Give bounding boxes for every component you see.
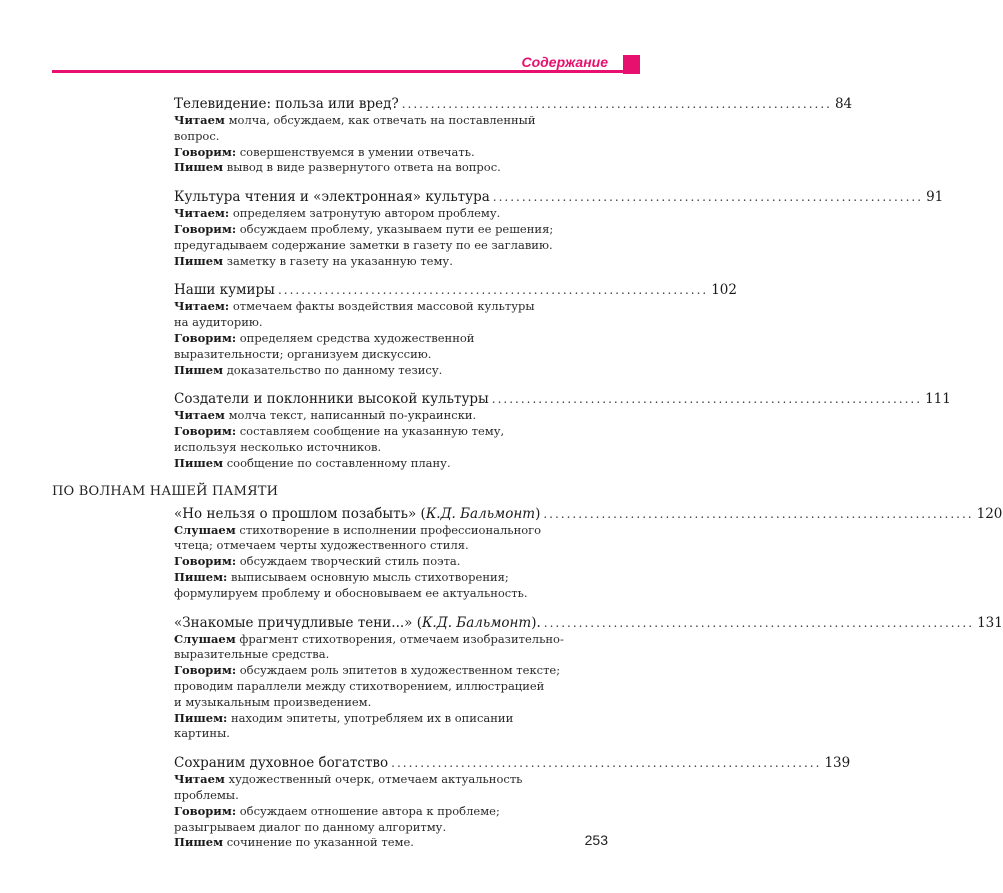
toc-entry-heading [174, 505, 1003, 523]
toc-line: Говорим: обсуждаем роль эпитетов в художественном тексте; [174, 663, 561, 678]
author-name: К.Д. Бальмонт [421, 614, 532, 631]
toc-line: Говорим: определяем средства художественной [174, 330, 475, 345]
dot-leader: .......................................................................... [543, 615, 975, 630]
page-number: 253 [584, 832, 608, 848]
toc-entry-page: 131 [977, 614, 1003, 631]
author-name: К.Д. Бальмонт [425, 505, 536, 522]
toc-line: проблемы. [174, 787, 239, 802]
toc-entry-heading [174, 188, 944, 206]
section-title: ПО ВОЛНАМ НАШЕЙ ПАМЯТИ [52, 483, 279, 499]
toc-line: Говорим: обсуждаем творческий стиль поэта. [174, 554, 461, 569]
toc-line: Пишем вывод в виде развернутого ответа на вопрос. [174, 160, 501, 175]
toc-entry-page: 91 [926, 189, 944, 206]
toc-line: Пишем доказательство по данному тезису. [174, 362, 443, 377]
toc-entry-title: Наши кумиры [174, 282, 275, 299]
dot-leader: .......................................................................... [491, 392, 923, 407]
toc-line: Пишем сочинение по указанной теме. [174, 835, 414, 850]
toc-line: Говорим: обсуждаем отношение автора к проблеме; [174, 803, 500, 818]
toc-entry-page: 120 [976, 505, 1003, 522]
toc-line: Читаем: отмечаем факты воздействия массовой культуры [174, 299, 535, 314]
dot-leader: .......................................................................... [391, 756, 822, 771]
toc-content [0, 95, 1003, 863]
toc-entry-heading [174, 754, 851, 772]
dot-leader: .......................................................................... [401, 97, 832, 111]
toc-line: Пишем: находим эпитеты, употребляем их в описании [174, 710, 514, 725]
toc-line: Читаем молча текст, написанный по-украински. [174, 408, 477, 423]
toc-line: Слушаем стихотворение в исполнении профессионального [174, 522, 542, 537]
dot-leader: .......................................................................... [492, 190, 924, 205]
toc-entry-title: Телевидение: польза или вред? [174, 96, 399, 112]
toc-entry-page: 84 [834, 96, 853, 112]
toc-line: Говорим: совершенствуемся в умении отвечать. [174, 144, 475, 159]
toc-entry-title: Сохраним духовное богатство [174, 755, 389, 772]
toc-line: проводим параллели между стихотворением, иллюстрацией [174, 678, 545, 693]
toc-line: и музыкальным произведением. [174, 694, 372, 709]
toc-entry [174, 505, 1003, 602]
toc-entry [174, 754, 851, 851]
toc-entry [174, 390, 951, 471]
toc-entry [174, 281, 737, 378]
toc-line: Читаем художественный очерк, отмечаем актуальность [174, 772, 523, 787]
toc-line: Пишем: выписываем основную мысль стихотворения; [174, 569, 509, 584]
toc-line: Пишем заметку в газету на указанную тему. [174, 253, 453, 268]
toc-line: выразительности; организуем дискуссию. [174, 346, 432, 361]
toc-line: выразительные средства. [174, 647, 330, 662]
toc-line: формулируем проблему и обосновываем ее актуальность. [174, 585, 528, 600]
toc-line: Пишем сообщение по составленному плану. [174, 455, 451, 470]
toc-line: на аудиторию. [174, 315, 263, 330]
toc-entry-page: 102 [711, 282, 737, 299]
header-rule [52, 70, 640, 73]
toc-entry [174, 614, 1003, 743]
toc-entry-title: «Но нельзя о прошлом позабыть» (К.Д. Бальмонт) [174, 505, 541, 522]
toc-entry [174, 95, 853, 176]
toc-line: картины. [174, 726, 230, 741]
toc-line: разыгрываем диалог по данному алгоритму. [174, 819, 447, 834]
dot-leader: .......................................................................... [277, 283, 709, 298]
toc-entry-page: 139 [824, 755, 851, 772]
toc-entry [174, 188, 944, 269]
toc-line: используя несколько источников. [174, 439, 382, 454]
dot-leader: .......................................................................... [543, 506, 974, 521]
toc-entry-page: 111 [925, 391, 951, 408]
toc-line: вопрос. [174, 128, 220, 143]
toc-line: Слушаем фрагмент стихотворения, отмечаем изобразительно- [174, 631, 564, 646]
toc-line: чтеца; отмечаем черты художественного стиля. [174, 538, 469, 553]
toc-entry-heading [174, 390, 951, 408]
toc-entry-title: Культура чтения и «электронная» культура [174, 189, 490, 206]
toc-entry-heading [174, 614, 1003, 632]
toc-line: Говорим: составляем сообщение на указанную тему, [174, 424, 505, 439]
running-header-title: Содержание [521, 54, 608, 70]
toc-line: предугадываем содержание заметки в газету по ее заглавию. [174, 237, 553, 252]
toc-entry-heading [174, 95, 853, 113]
toc-entry-title: Создатели и поклонники высокой культуры [174, 391, 489, 408]
toc-entry-title: «Знакомые причудливые тени...» (К.Д. Бальмонт). [174, 614, 541, 631]
toc-line: Читаем: определяем затронутую автором проблему. [174, 206, 501, 221]
toc-entry-heading [174, 281, 737, 299]
toc-line: Читаем молча, обсуждаем, как отвечать на поставленный [174, 113, 536, 127]
toc-line: Говорим: обсуждаем проблему, указываем пути ее решения; [174, 221, 554, 236]
